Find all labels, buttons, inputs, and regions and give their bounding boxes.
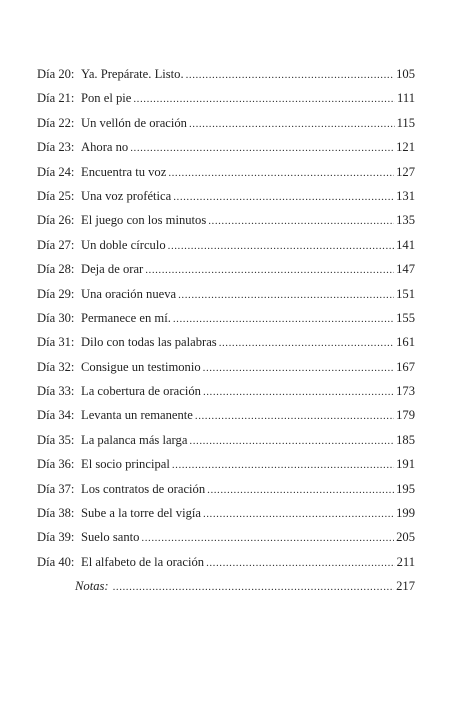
toc-entry[interactable] [37,160,415,184]
toc-dot-leader [203,380,394,404]
toc-entry[interactable] [37,306,415,330]
table-of-contents [37,62,415,599]
toc-entry-page-number: 141 [396,237,415,252]
toc-entry[interactable] [37,208,415,232]
toc-dot-leader [206,551,394,575]
toc-dot-leader [133,87,395,111]
toc-dot-leader [173,185,394,209]
toc-entry-day-label: Día 27: [37,237,75,252]
toc-entry-day-label: Día 30: [37,310,75,325]
toc-entry[interactable] [37,403,415,427]
toc-notes-title: Notas: [75,579,109,594]
toc-dot-leader [219,331,394,355]
toc-entry-day-label: Día 20: [37,67,75,81]
toc-entry-page-number: 105 [396,67,415,81]
toc-entry-page-number: 155 [396,310,415,325]
toc-entry-title: Los contratos de oración [81,481,206,496]
toc-entry-page-number: 161 [396,335,415,350]
toc-entry-day-label: Día 33: [37,384,75,399]
toc-dot-leader [168,161,394,185]
toc-entry-title: Pon el pie [81,91,132,106]
toc-entry-title: Dilo con todas las palabras [81,335,217,350]
toc-entry-page-number: 135 [396,213,415,228]
toc-notes-page-number: 217 [396,579,415,594]
toc-entry-day-label: Día 29: [37,286,75,301]
toc-dot-leader [207,478,394,502]
toc-entry-page-number: 111 [397,91,415,106]
toc-entry-title: Levanta un remanente [81,408,193,423]
toc-entry[interactable] [37,355,415,379]
toc-entry-title: El juego con los minutos [81,213,207,228]
toc-entry-page-number: 211 [396,554,415,569]
toc-dot-leader [208,209,394,233]
toc-entry[interactable] [37,525,415,549]
toc-entry-title: Un doble círculo [81,237,166,252]
toc-dot-leader [145,258,394,282]
toc-entry[interactable] [37,452,415,476]
toc-entry-title: Ya. Prepárate. Listo. [81,67,184,81]
toc-entry-page-number: 121 [396,140,415,155]
toc-entry-day-label: Día 31: [37,335,75,350]
toc-entry-title: El alfabeto de la oración [81,554,205,569]
toc-dot-leader [203,502,394,526]
toc-entry[interactable] [37,86,415,110]
toc-dot-leader [189,429,394,453]
toc-entry[interactable] [37,428,415,452]
toc-entry-page-number: 127 [396,164,415,179]
toc-entry[interactable] [37,282,415,306]
toc-dot-leader [141,526,394,550]
toc-entry-day-label: Día 40: [37,554,75,569]
toc-dot-leader [173,307,394,331]
toc-entry-day-label: Día 35: [37,432,75,447]
toc-entry-title: Permanece en mí. [81,310,171,325]
toc-entry-page-number: 191 [396,457,415,472]
toc-entry-page-number: 185 [396,432,415,447]
toc-entry-page-number: 199 [396,506,415,521]
toc-dot-leader [130,136,394,160]
toc-entry[interactable] [37,501,415,525]
toc-entry-page-number: 151 [396,286,415,301]
toc-entry[interactable] [37,135,415,159]
toc-entry[interactable] [37,184,415,208]
toc-entry[interactable] [37,111,415,135]
toc-entry-day-label: Día 38: [37,506,75,521]
toc-entry[interactable] [37,379,415,403]
toc-entry-title: El socio principal [81,457,170,472]
toc-entry-day-label: Día 32: [37,359,75,374]
toc-entry-day-label: Día 21: [37,91,75,106]
toc-entry-title: La cobertura de oración [81,384,201,399]
toc-entry-title: Consigue un testimonio [81,359,201,374]
toc-entry-day-label: Día 34: [37,408,75,423]
toc-entry-day-label: Día 25: [37,188,75,203]
toc-entry-page-number: 179 [396,408,415,423]
toc-entry-day-label: Día 39: [37,530,75,545]
toc-entry-title: La palanca más larga [81,432,188,447]
toc-entry[interactable] [37,330,415,354]
toc-entry[interactable] [37,550,415,574]
toc-entry-notes[interactable] [37,574,415,598]
toc-entry-page-number: 205 [396,530,415,545]
toc-entry-day-label: Día 26: [37,213,75,228]
toc-entry-day-label: Día 23: [37,140,75,155]
toc-entry-day-label: Día 28: [37,262,75,277]
toc-entry-list [37,62,415,574]
toc-entry-title: Un vellón de oración [81,115,187,130]
toc-entry-page-number: 115 [396,115,415,130]
toc-entry[interactable] [37,233,415,257]
toc-entry[interactable] [37,477,415,501]
toc-dot-leader [168,234,394,258]
toc-entry-title: Ahora no [81,140,129,155]
toc-entry-page-number: 131 [396,188,415,203]
toc-dot-leader [203,356,394,380]
toc-entry-page-number: 167 [396,359,415,374]
toc-dot-leader [178,283,394,307]
toc-entry-title: Una voz profética [81,188,172,203]
toc-entry-day-label: Día 36: [37,457,75,472]
toc-entry[interactable] [37,257,415,281]
toc-dot-leader [113,575,395,599]
toc-dot-leader [186,63,395,87]
toc-entry-day-label: Día 24: [37,164,75,179]
toc-entry-title: Deja de orar [81,262,144,277]
toc-entry-page-number: 173 [396,384,415,399]
toc-entry-title: Una oración nueva [81,286,177,301]
toc-entry-page-number: 195 [396,481,415,496]
toc-entry-title: Encuentra tu voz [81,164,167,179]
toc-dot-leader [172,453,394,477]
toc-dot-leader [189,112,395,136]
toc-dot-leader [195,404,394,428]
toc-entry-title: Sube a la torre del vigía [81,506,201,521]
toc-entry-day-label: Día 37: [37,481,75,496]
toc-entry-page-number: 147 [396,262,415,277]
toc-entry-day-label: Día 22: [37,115,75,130]
toc-entry[interactable] [37,62,415,86]
toc-entry-title: Suelo santo [81,530,140,545]
